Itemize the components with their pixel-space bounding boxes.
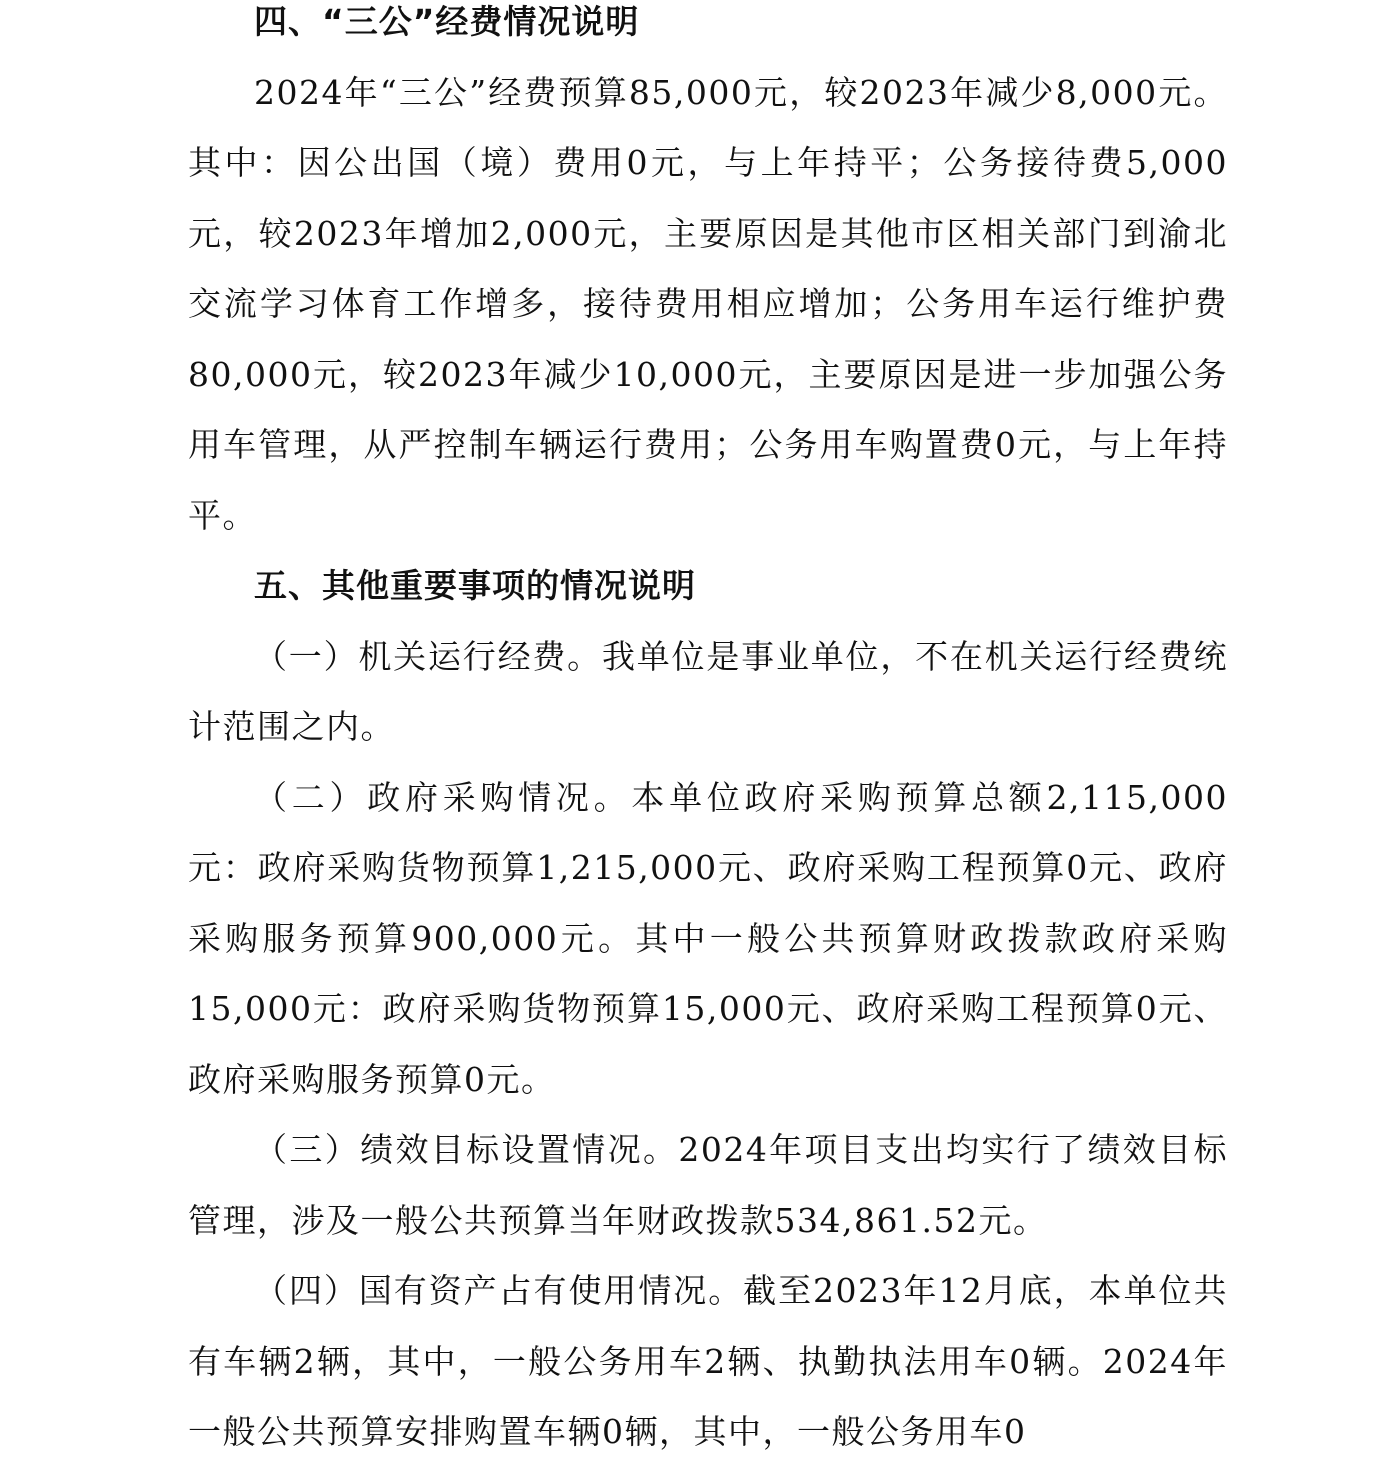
- document-page: [188, 0, 1228, 1468]
- section-5-heading: 五、其他重要事项的情况说明: [254, 566, 696, 605]
- item-2-paragraph: （二）政府采购情况。本单位政府采购预算总额2,115,000元：政府采购货物预算1,215,000元、政府采购工程预算0元、政府采购服务预算900,000元。其中一般公共预算财政拨款政府采购15,000元：政府采购货物预算15,000元、政府采购工程预算0元、政府采购服务预算0元。: [188, 777, 1228, 1099]
- section-4-heading: 四、“三公”经费情况说明: [254, 2, 640, 41]
- section-4-paragraph: 2024年“三公”经费预算85,000元，较2023年减少8,000元。其中：因公出国（境）费用0元，与上年持平；公务接待费5,000元，较2023年增加2,000元，主要原因是其他市区相关部门到渝北交流学习体育工作增多，接待费用相应增加；公务用车运行维护费80,000元，较2023年减少10,000元，主要原因是进一步加强公务用车管理，从严控制车辆运行费用；公务用车购置费0元，与上年持平。: [188, 72, 1228, 535]
- item-3-paragraph: （三）绩效目标设置情况。2024年项目支出均实行了绩效目标管理，涉及一般公共预算当年财政拨款534,861.52元。: [188, 1130, 1228, 1240]
- item-4-paragraph: （四）国有资产占有使用情况。截至2023年12月底，本单位共有车辆2辆，其中，一般公务用车2辆、执勤执法用车0辆。2024年一般公共预算安排购置车辆0辆，其中，一般公务用车0: [188, 1271, 1228, 1451]
- item-1-paragraph: （一）机关运行经费。我单位是事业单位，不在机关运行经费统计范围之内。: [188, 636, 1228, 746]
